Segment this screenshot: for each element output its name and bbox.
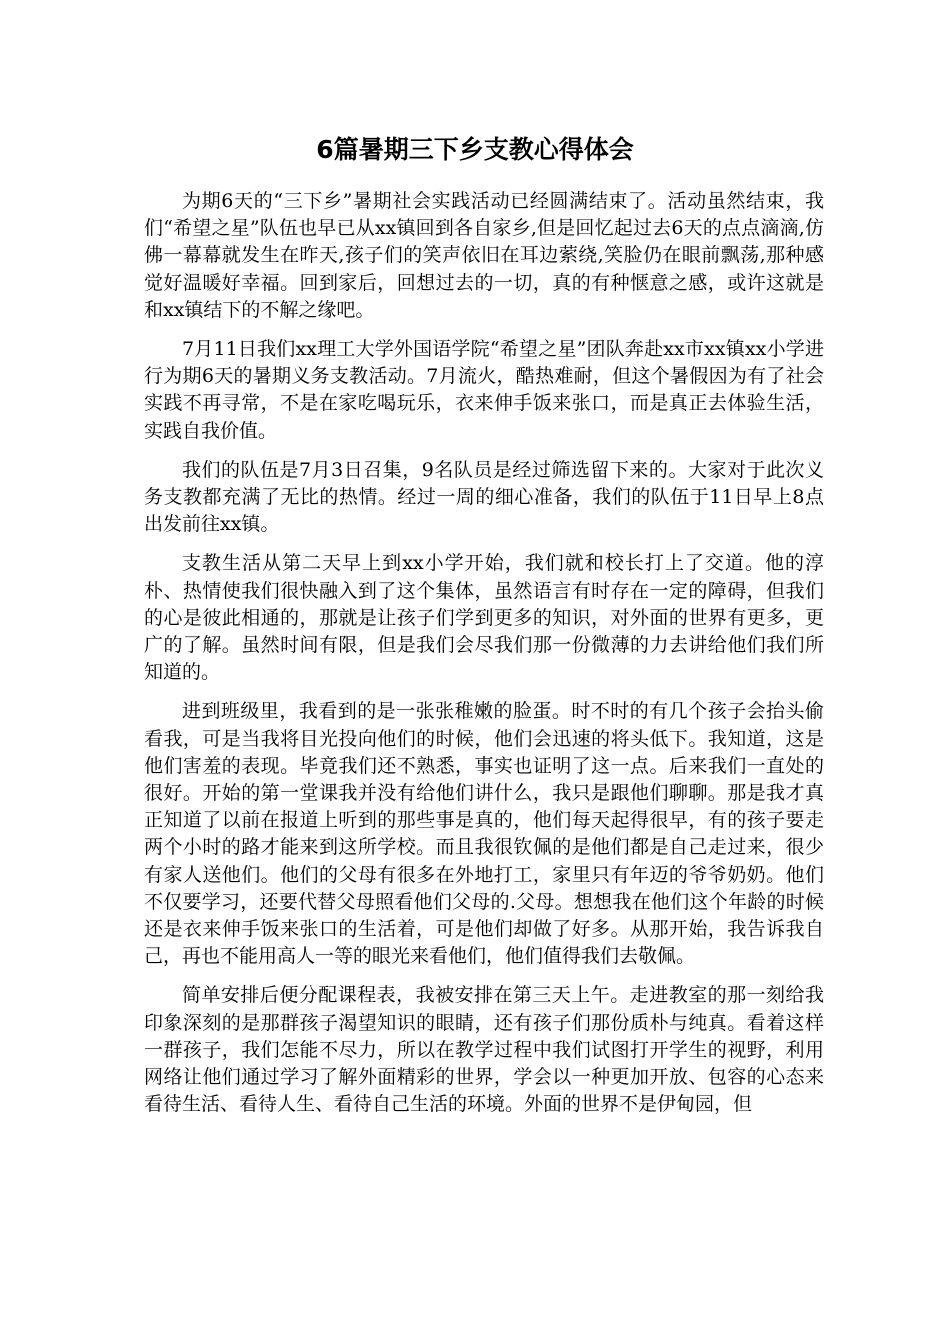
paragraph-4: 支教生活从第二天早上到xx小学开始，我们就和校长打上了交道。他的淳朴、热情使我们很快融入到了这个集体，虽然语言有时存在一定的障碍，但我们的心是彼此相通的，那就是让孩子们学到更多的知识，对外面的世界有更多，更广的了解。虽然时间有限，但是我们会尽我们那一份微薄的力去讲给他们我们所知道的。 — [144, 552, 824, 684]
paragraph-6: 简单安排后便分配课程表，我被安排在第三天上午。走进教室的那一刻给我印象深刻的是那群孩子渴望知识的眼睛，还有孩子们那份质朴与纯真。看着这样一群孩子，我们怎能不尽力，所以在教学过程中我们试图打开学生的视野，利用网络让他们通过学习了解外面精彩的世界，学会以一种更加开放、包容的心态来看待生活、看待人生、看待自己生活的环境。外面的世界不是伊甸园，但 — [144, 984, 824, 1116]
paragraph-1: 为期6天的“三下乡”暑期社会实践活动已经圆满结束了。活动虽然结束，我们“希望之星”队伍也早已从xx镇回到各自家乡,但是回忆起过去6天的点点滴滴,仿佛一幕幕就发生在昨天,孩子们的笑声依旧在耳边萦绕,笑脸仍在眼前飘荡,那种感觉好温暖好幸福。回到家后，回想过去的一切，真的有种惬意之感，或许这就是和xx镇结下的不解之缘吧。 — [144, 190, 824, 321]
document-title: 6篇暑期三下乡支教心得体会 — [316, 135, 634, 164]
paragraph-2: 7月11日我们xx理工大学外国语学院“希望之星”团队奔赴xx市xx镇xx小学进行为期6天的暑期义务支教活动。7月流火，酷热难耐，但这个暑假因为有了社会实践不再寻常，不是在家吃喝玩乐，衣来伸手饭来张口，而是真正去体验生活，实践自我价值。 — [144, 338, 824, 442]
document-body — [144, 188, 824, 1131]
paragraph-3: 我们的队伍是7月3日召集，9名队员是经过筛选留下来的。大家对于此次义务支教都充满了无比的热情。经过一周的细心准备，我们的队伍于11日早上8点出发前往xx镇。 — [144, 458, 824, 536]
paragraph-5: 进到班级里，我看到的是一张张稚嫩的脸蛋。时不时的有几个孩子会抬头偷看我，可是当我将目光投向他们的时候，他们会迅速的将头低下。我知道，这是他们害羞的表现。毕竟我们还不熟悉，事实也证明了这一点。后来我们一直处的很好。开始的第一堂课我并没有给他们讲什么，我只是跟他们聊聊。那是我才真正知道了以前在报道上听到的那些事是真的，他们每天起得很早，有的孩子要走两个小时的路才能来到这所学校。而且我很钦佩的是他们都是自己走过来，很少有家人送他们。他们的父母有很多在外地打工，家里只有年迈的爷爷奶奶。他们不仅要学习，还要代替父母照看他们父母的.父母。想想我在他们这个年龄的时候还是衣来伸手饭来张口的生活着，可是他们却做了好多。从那开始，我告诉我自己，再也不能用高人一等的眼光来看他们，他们值得我们去敬佩。 — [144, 700, 824, 968]
